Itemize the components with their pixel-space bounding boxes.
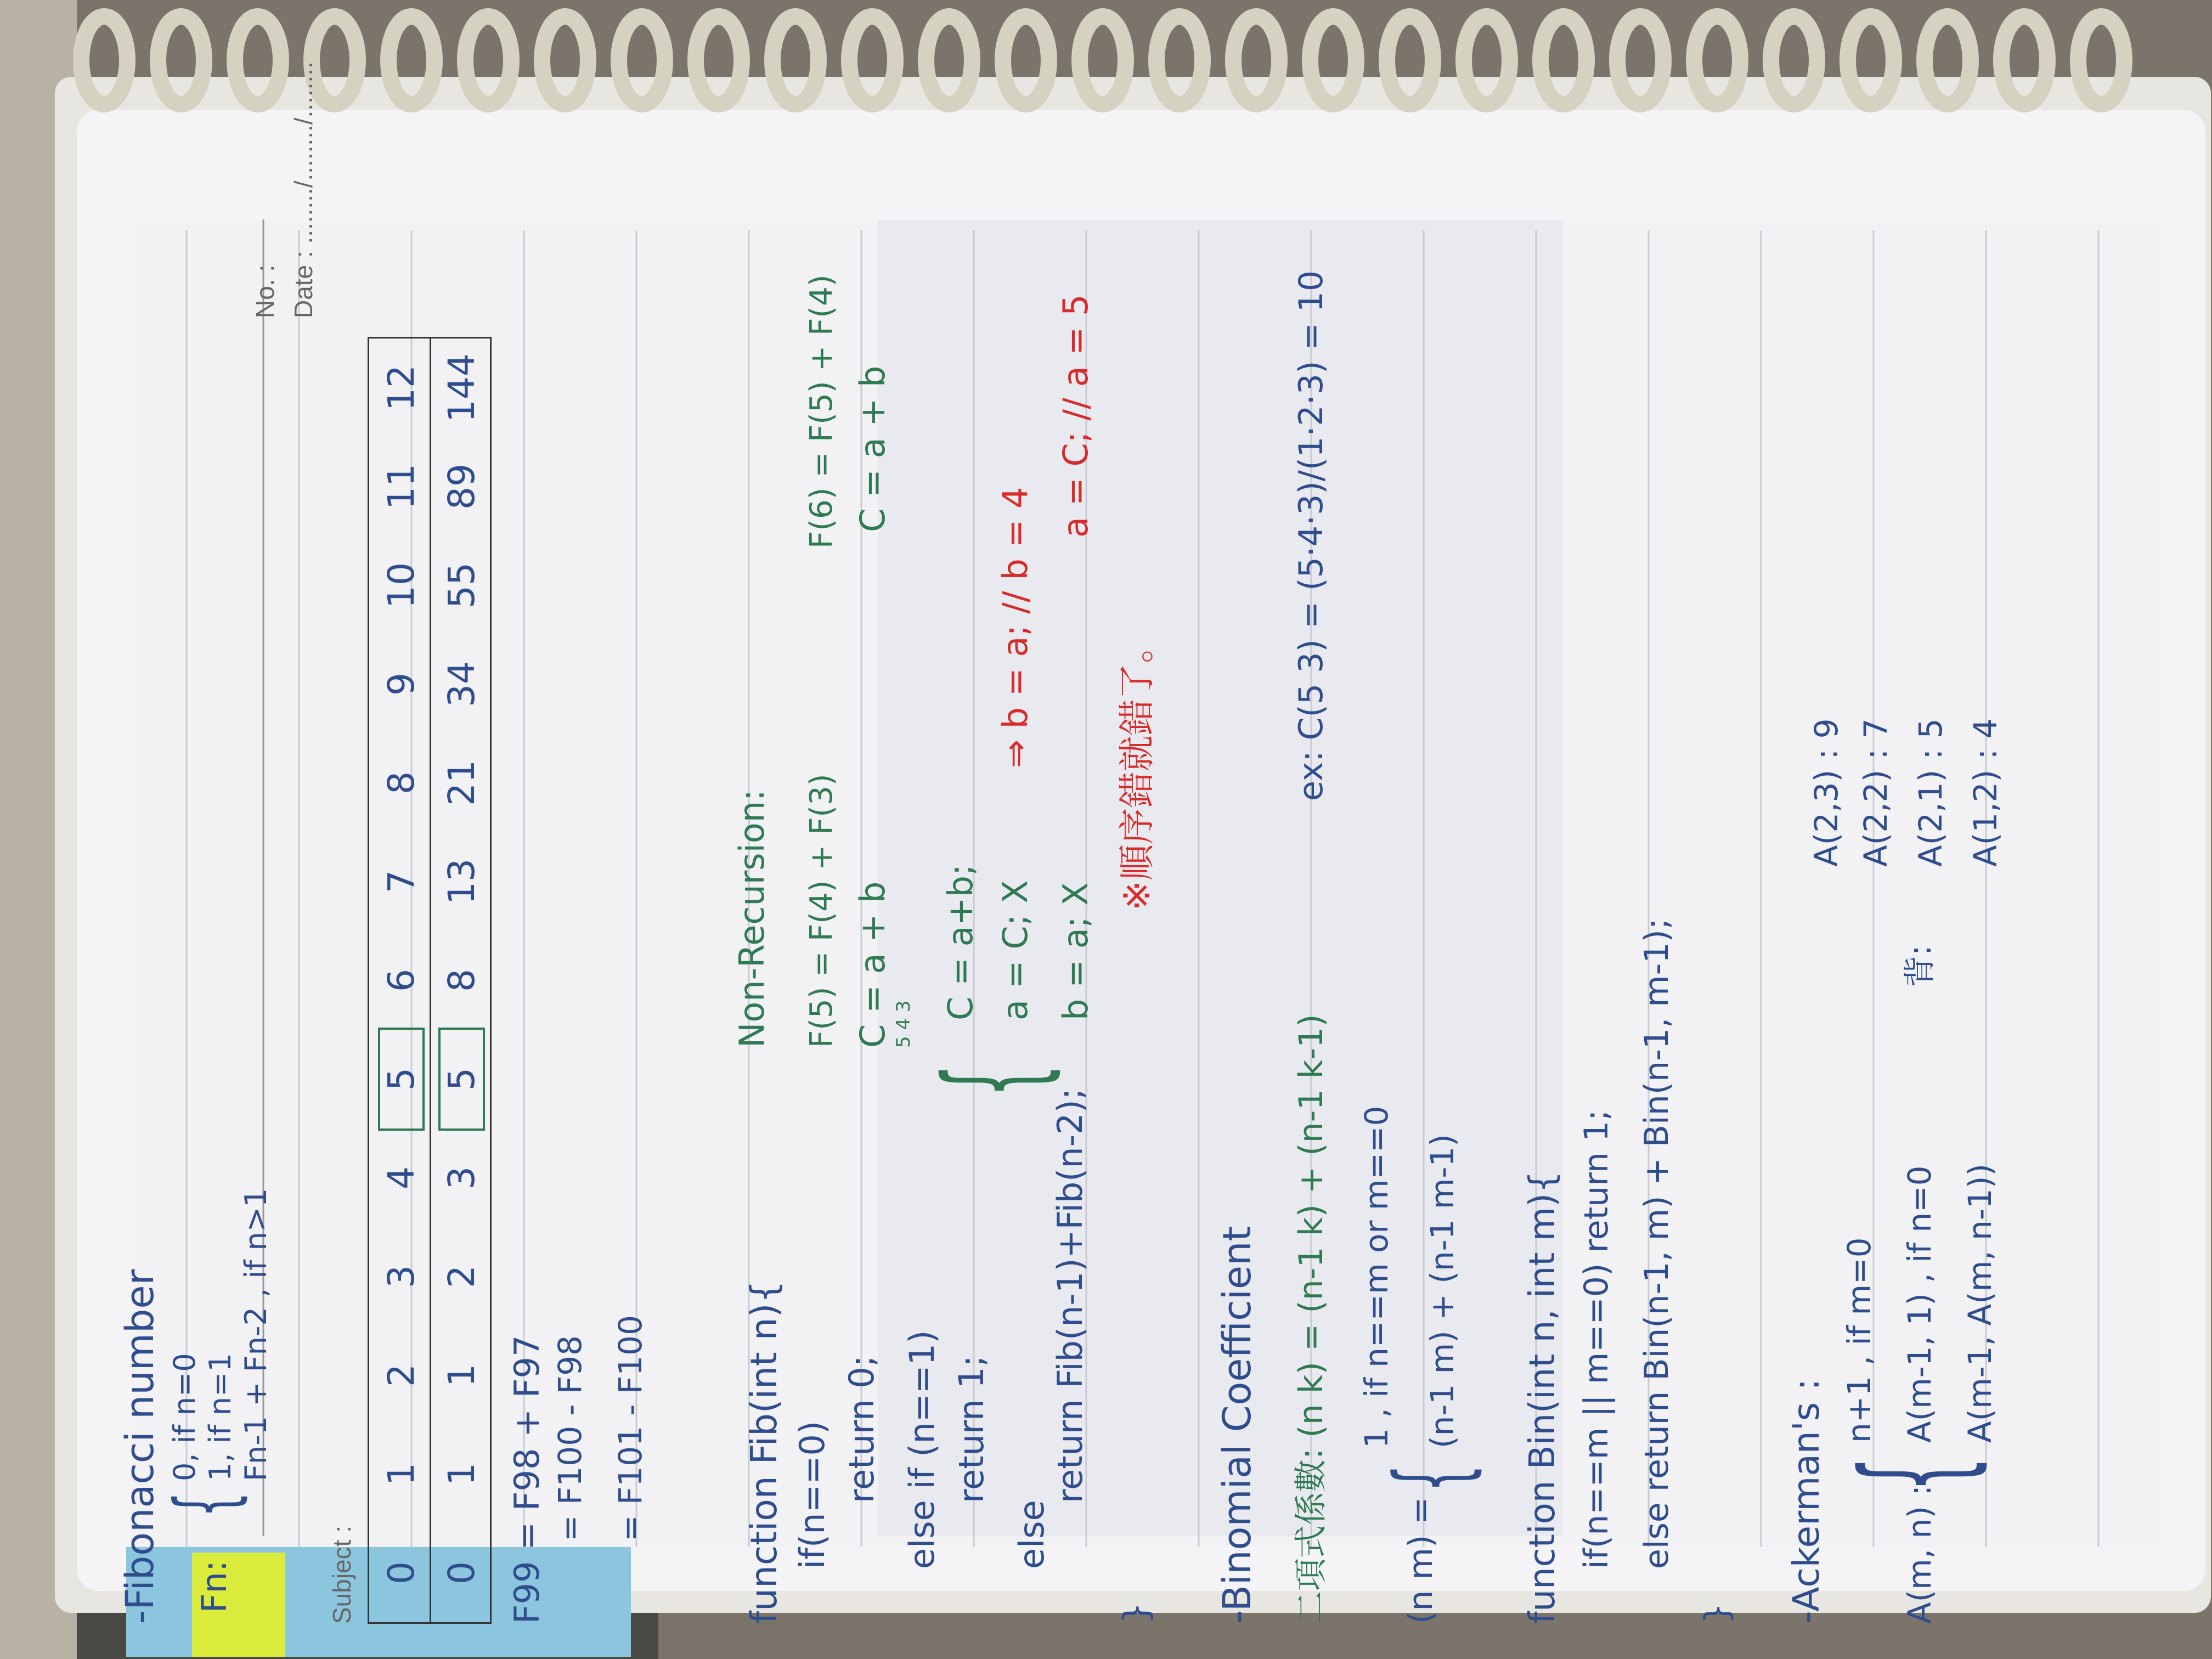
bin-code-4: } (1698, 1602, 1736, 1624)
table-f-cell: 0 (441, 1561, 483, 1584)
nr-arrow-b: a = C; // a = 5 (1056, 294, 1096, 538)
non-recursion-heading: Non-Recursion: (732, 789, 772, 1048)
ackermann-case-2: A(m-1, 1) , if n=0 (1901, 1165, 1938, 1443)
fibonacci-heading: -Fibonacci number (117, 1269, 162, 1624)
nr-eq-a: F(5) = F(4) + F(3) (804, 774, 839, 1048)
fib-code-line-4: else if (n==1) (902, 1330, 942, 1569)
table-f-cell: 3 (441, 1166, 483, 1189)
ackermann-brace: { (1832, 1455, 1997, 1492)
table-f-cell-highlight: 5 (441, 1030, 483, 1128)
table-f-cell: 21 (441, 760, 483, 806)
fib-brace: { (158, 1491, 253, 1518)
no-label: No. : (251, 264, 279, 318)
fib-code-line-1: function Fib(int n){ (743, 1280, 785, 1624)
binomial-example: ex: C(5 3) = (5·4·3)/(1·2·3) = 10 (1292, 270, 1330, 801)
bin-code-3: else return Bin(n-1, m) + Bin(n-1, m-1); (1638, 918, 1676, 1569)
date-label: Date : ......../......../........ (289, 61, 318, 318)
table-n-cell: 7 (380, 870, 422, 893)
nr-arrow-a: ⇒ b = a; // b = 4 (995, 487, 1035, 768)
fib-eq-2: = F100 - F98 (551, 1335, 589, 1542)
table-f-cell: 34 (441, 661, 483, 707)
table-n-cell: 1 (380, 1463, 422, 1486)
fib-code-line-8: } (1116, 1602, 1156, 1624)
table-n-cell-highlight: 5 (380, 1030, 422, 1128)
binomial-brace: { (1374, 1464, 1489, 1492)
subject-label: Subject : (328, 1526, 356, 1624)
fib-def-lhs: Fn: (194, 1560, 234, 1613)
ackermann-case-1: n+1 , if m=0 (1841, 1237, 1878, 1443)
fib-eq-1: F99 = F98 + F97 (507, 1335, 547, 1624)
fib-code-line-6: else (1012, 1500, 1052, 1569)
table-n-cell: 8 (380, 771, 422, 794)
fib-code-line-3: return 0; (842, 1355, 882, 1503)
table-row-divider (430, 338, 431, 1622)
nr-brace: { (916, 1063, 1070, 1097)
table-n-cell: 2 (380, 1364, 422, 1387)
table-n-cell: 4 (380, 1166, 422, 1189)
ackermann-result: A(2,3) : 9 (1808, 718, 1845, 867)
page-text-layer (88, 61, 2118, 1624)
fib-case-2: Fn-1 + Fn-2 , if n>1 (239, 1188, 273, 1481)
nr-warning-note: ※順序錯就錯了。 (1116, 627, 1158, 911)
nr-c-subscripts: 5 4 3 (893, 1000, 915, 1048)
nr-c-line: C = a + b (853, 881, 893, 1048)
nr-eq-b: F(6) = F(5) + F(4) (804, 274, 839, 549)
table-f-cell: 1 (441, 1463, 483, 1486)
table-f-cell: 1 (441, 1364, 483, 1387)
ackermann-result: A(2,2) : 7 (1857, 718, 1894, 867)
table-n-cell: 9 (380, 673, 422, 696)
bin-code-1: function Bin(int n, int m){ (1522, 1171, 1563, 1624)
nr-c-line-2: C = a + b (853, 365, 893, 532)
table-f-cell: 144 (441, 353, 483, 422)
table-f-cell: 89 (441, 464, 483, 510)
ackermann-lhs: A(m, n) : (1901, 1485, 1938, 1624)
table-n-cell: 6 (380, 969, 422, 992)
fib-table (368, 337, 492, 1624)
ackermann-result: A(1,2) : 4 (1967, 718, 2004, 867)
fib-eq-3: = F101 - F100 (612, 1315, 649, 1542)
table-f-cell: 8 (441, 969, 483, 992)
binomial-heading: -Binomial Coefficient (1215, 1226, 1260, 1624)
table-n-cell: 10 (380, 562, 422, 608)
table-n-cell: 0 (380, 1561, 422, 1584)
binomial-case-1: 1 , if n==m or m==0 (1358, 1105, 1395, 1448)
binomial-identity: 二項式係數: (n k) = (n-1 k) + (n-1 k-1) (1292, 1014, 1330, 1624)
table-f-cell: 55 (441, 562, 483, 608)
table-n-cell: 11 (380, 464, 422, 510)
ackermann-case-3: A(m-1, A(m, n-1)) (1961, 1163, 1999, 1443)
ackermann-result: A(2,1) : 5 (1912, 718, 1949, 867)
fib-case-0: 0, if n=0 (167, 1353, 202, 1481)
nr-code-1: C = a+b; (940, 864, 980, 1020)
bin-code-2: if(n==m || m==0) return 1; (1577, 1109, 1616, 1569)
ackermann-memo-label: 背: (1901, 945, 1938, 988)
fib-code-line-2: if(n==0) (792, 1420, 832, 1569)
table-f-cell: 13 (441, 859, 483, 905)
fib-code-line-5: return 1; (951, 1355, 991, 1503)
fib-code-line-7: return Fib(n-1)+Fib(n-2); (1050, 1088, 1090, 1503)
table-n-cell: 3 (380, 1265, 422, 1288)
nr-code-3: b = a; X (1056, 882, 1096, 1020)
fib-case-1: 1, if n=1 (203, 1353, 238, 1481)
binomial-case-lhs: (n m) = (1402, 1497, 1440, 1624)
nr-code-2: a = C; X (995, 880, 1035, 1020)
binomial-case-2: (n-1 m) + (n-1 m-1) (1424, 1134, 1461, 1448)
ackermann-heading: -Ackerman's : (1785, 1378, 1827, 1624)
table-f-cell: 2 (441, 1265, 483, 1288)
table-n-cell: 12 (380, 365, 422, 411)
